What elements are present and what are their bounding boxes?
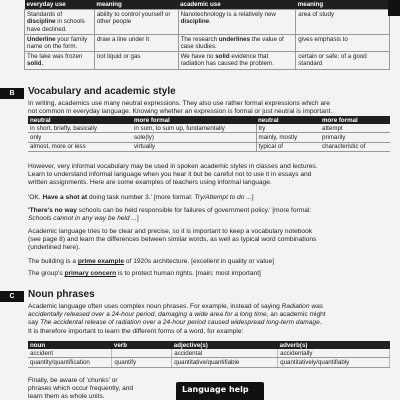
table-cell: attempt: [320, 124, 390, 133]
table-cell: quantitatively/quantifiably: [278, 358, 390, 367]
table-cell: quantitative/quantifiable: [172, 358, 278, 367]
example-sentence: 'OK. Have a shot at doing task number 3.' [more formal: Try/Attempt to do ...]: [28, 194, 254, 201]
table-row: [25, 34, 390, 51]
column-header: academic use: [178, 0, 296, 10]
column-header: more formal: [132, 116, 256, 124]
paragraph: In writing, academics use many neutral expressions. They also use rather formal expressions which are not common in everyday language. Knowing whether an expression is formal or just neutral is important.: [28, 100, 333, 116]
column-header: neutral: [256, 116, 320, 124]
everyday-academic-table: [24, 0, 390, 70]
table-row: [28, 349, 390, 358]
table-cell: accident: [28, 349, 112, 358]
column-header: noun: [28, 341, 112, 349]
table-cell: The lake was frozen solid.: [25, 52, 95, 69]
neutral-formal-table: [28, 116, 390, 152]
section-title: Noun phrases: [28, 289, 95, 300]
section-marker-c: C: [0, 291, 24, 302]
column-header: everyday use: [25, 0, 95, 10]
paragraph: Academic language tries to be clear and precise, so it is important to keep a vocabulary notebook (see page 8) and learn the differences between similar words, as well as typical word combinations (underlined here).: [28, 228, 317, 252]
column-header: verb: [112, 341, 172, 349]
table-header-row: [28, 116, 390, 124]
table-row: [25, 52, 390, 69]
language-help-box: [176, 382, 264, 400]
example-sentence: The group's primary concern is to protect human rights. [main; most important]: [28, 270, 261, 277]
table-cell: certain or safe; of a good standard: [296, 52, 390, 69]
table-cell: in short, briefly, basically: [28, 124, 132, 133]
section-title: Vocabulary and academic style: [28, 86, 176, 97]
column-header: adverb(s): [278, 341, 390, 349]
column-header: meaning: [94, 0, 178, 10]
language-help-label: Language help: [182, 385, 249, 394]
table-cell: area of study: [296, 10, 390, 35]
table-cell: mainly, mostly: [256, 133, 320, 142]
column-header: meaning: [296, 0, 390, 10]
table-cell: We have no solid evidence that radiation has caused the problem.: [178, 52, 296, 69]
table-row: [28, 358, 390, 367]
table-cell: quantity/quantification: [28, 358, 112, 367]
table-cell: only: [28, 133, 132, 142]
table-row: [28, 142, 390, 151]
table-cell: sole(ly): [132, 133, 256, 142]
paragraph: Academic language often uses complex noun phrases. For example, instead of saying Radiation was accidentally released over a 24-hour period, damaging a wide area for a long time, an academic might say The accidental release of radiation over a 24-hour period caused widespread long-term damage. It is therefore important to learn the different forms of a word, for example:: [28, 303, 326, 335]
table-cell: Underline your family name on the form.: [25, 34, 95, 51]
table-cell: typical of: [256, 142, 320, 151]
paragraph: However, very informal vocabulary may be used in spoken academic styles in classes and lectures. Learn to understand informal language when you hear it but be careful not to use it in essays and written assignments. Here are some examples of teachers using informal language.: [28, 163, 318, 187]
table-cell: primarily: [320, 133, 390, 142]
section-marker-b: B: [0, 88, 24, 99]
table-cell: not liquid or gas: [94, 52, 178, 69]
table-cell: almost, more or less: [28, 142, 132, 151]
paragraph: Finally, be aware of 'chunks' or phrases which occur frequently, and learn them as whole units.: [28, 377, 134, 400]
table-row: [25, 10, 390, 35]
table-cell: try: [256, 124, 320, 133]
word-forms-table: [28, 341, 390, 368]
example-sentence: 'There's no way schools can be held responsible for failures of government policy.' [more formal: Schools cannot in any way be held ...]: [28, 207, 312, 223]
table-cell: virtually: [132, 142, 256, 151]
column-header: adjective(s): [172, 341, 278, 349]
table-cell: characteristic of: [320, 142, 390, 151]
table-row: [28, 124, 390, 133]
page-corner-tab: [388, 0, 400, 16]
table-cell: Standards of discipline in schools have declined.: [25, 10, 95, 35]
table-cell: accidentally: [278, 349, 390, 358]
table-row: [28, 133, 390, 142]
table-cell: in sum, to sum up, fundamentally: [132, 124, 256, 133]
table-cell: accidental: [172, 349, 278, 358]
example-sentence: The building is a prime example of 1920s architecture. [excellent in quality or value]: [28, 258, 274, 265]
table-cell: gives emphasis to: [296, 34, 390, 51]
table-cell: ability to control yourself or other people: [94, 10, 178, 35]
table-header-row: [25, 0, 390, 10]
table-cell: draw a line under it: [94, 34, 178, 51]
table-cell: Nanotechnology is a relatively new discipline.: [178, 10, 296, 35]
table-cell: The research underlines the value of case studies.: [178, 34, 296, 51]
column-header: neutral: [28, 116, 132, 124]
table-cell: quantify: [112, 358, 172, 367]
column-header: more formal: [320, 116, 390, 124]
table-header-row: [28, 341, 390, 349]
table-cell: [112, 349, 172, 358]
